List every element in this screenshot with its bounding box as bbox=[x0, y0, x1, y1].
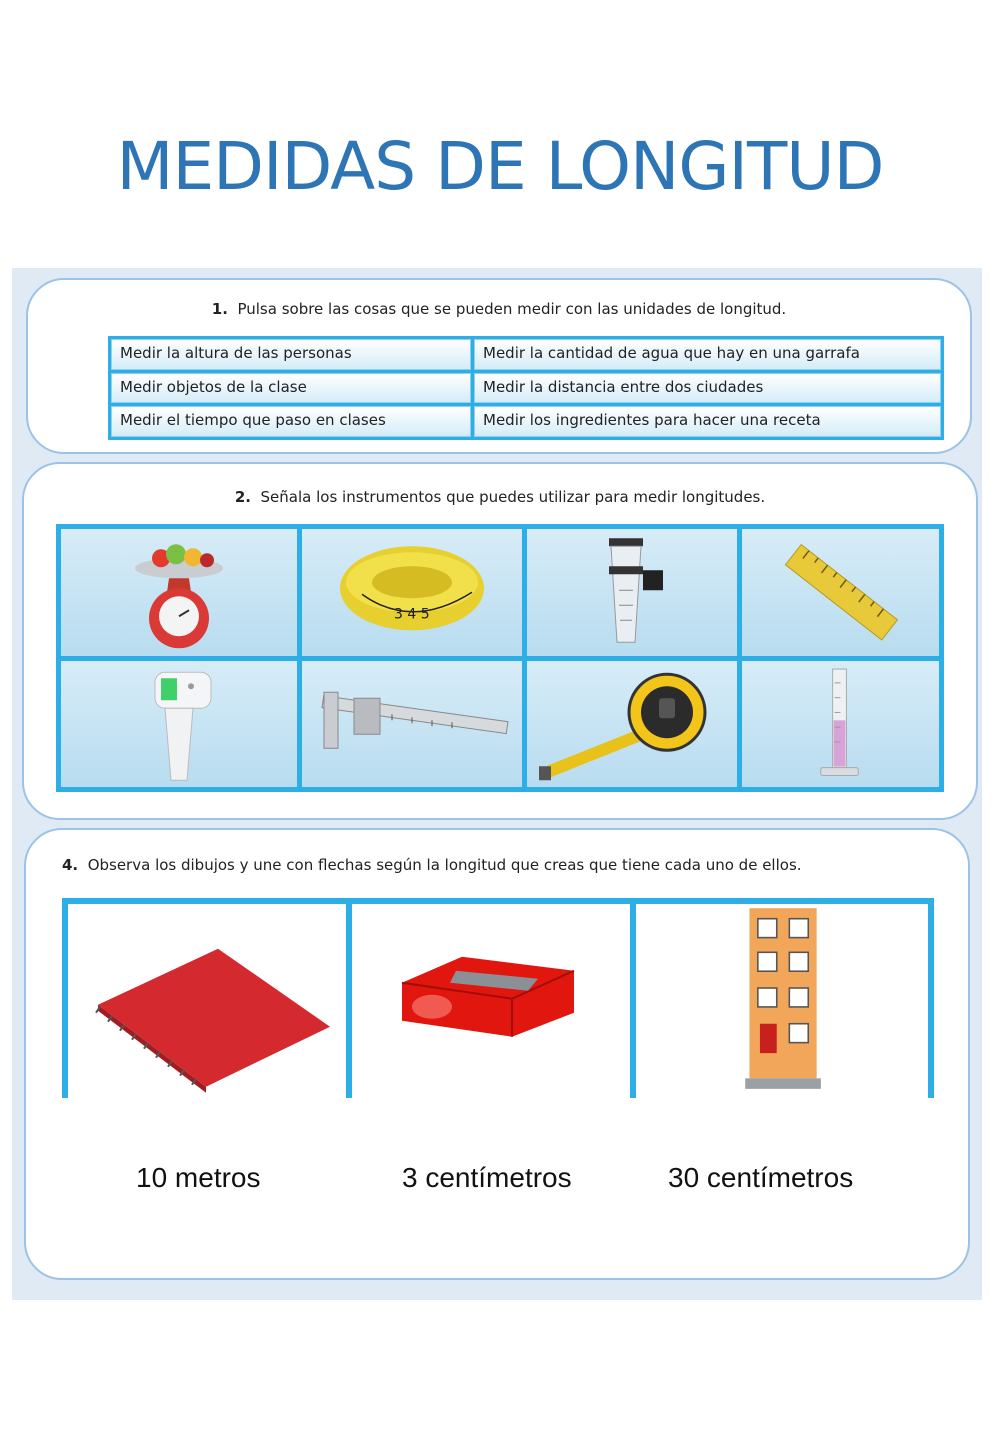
measuring-tape-icon bbox=[527, 661, 737, 788]
section-4-number: 4. bbox=[62, 856, 79, 874]
section-2-text: Señala los instrumentos que puedes utilizar para medir longitudes. bbox=[260, 488, 766, 506]
object-sharpener[interactable] bbox=[352, 904, 630, 1101]
building-icon bbox=[636, 904, 928, 1101]
option-class-objects[interactable]: Medir objetos de la clase bbox=[111, 373, 471, 404]
notebook-icon bbox=[68, 904, 346, 1101]
svg-text:3 4 5: 3 4 5 bbox=[394, 606, 430, 623]
instrument-measuring-tape[interactable] bbox=[527, 661, 737, 788]
ruler-icon bbox=[742, 529, 939, 656]
label-30-centimetros[interactable]: 30 centímetros bbox=[668, 1162, 854, 1193]
instrument-kitchen-scale[interactable] bbox=[61, 529, 297, 656]
section-2-instruction bbox=[24, 488, 976, 506]
graduated-cylinder-icon bbox=[742, 661, 939, 788]
worksheet bbox=[12, 268, 982, 1300]
rain-gauge-icon bbox=[527, 529, 737, 656]
section-2-number: 2. bbox=[234, 488, 251, 506]
option-recipe-ingredients[interactable]: Medir los ingredientes para hacer una receta bbox=[474, 406, 941, 437]
section-4-panel bbox=[24, 828, 970, 1280]
section-1-instruction bbox=[28, 300, 970, 318]
thermometer-gun-icon bbox=[61, 661, 297, 788]
instrument-graduated-cylinder[interactable] bbox=[742, 661, 939, 788]
instrument-thermometer-gun[interactable] bbox=[61, 661, 297, 788]
option-class-time[interactable]: Medir el tiempo que paso en clases bbox=[111, 406, 471, 437]
section-1-panel bbox=[26, 278, 972, 454]
tape-measure-roll-icon bbox=[302, 529, 522, 656]
object-notebook[interactable] bbox=[68, 904, 346, 1101]
instrument-tape-roll[interactable] bbox=[302, 529, 522, 656]
option-water-jug[interactable]: Medir la cantidad de agua que hay en una garrafa bbox=[474, 339, 941, 370]
options-grid bbox=[108, 336, 944, 440]
object-building[interactable] bbox=[636, 904, 928, 1101]
kitchen-scale-icon bbox=[61, 529, 297, 656]
section-4-instruction bbox=[62, 856, 802, 874]
label-3-centimetros[interactable]: 3 centímetros bbox=[402, 1162, 572, 1193]
instrument-ruler[interactable] bbox=[742, 529, 939, 656]
sharpener-icon bbox=[352, 904, 630, 1101]
caliper-icon bbox=[302, 661, 522, 788]
section-1-text: Pulsa sobre las cosas que se pueden medir con las unidades de longitud. bbox=[237, 300, 787, 318]
page-title: MEDIDAS DE LONGITUD bbox=[116, 128, 884, 205]
instrument-rain-gauge[interactable] bbox=[527, 529, 737, 656]
instruments-grid bbox=[56, 524, 944, 792]
option-city-distance[interactable]: Medir la distancia entre dos ciudades bbox=[474, 373, 941, 404]
section-1-number: 1. bbox=[211, 300, 228, 318]
objects-grid bbox=[62, 898, 934, 1098]
label-10-metros[interactable]: 10 metros bbox=[136, 1162, 261, 1193]
option-height-people[interactable]: Medir la altura de las personas bbox=[111, 339, 471, 370]
section-4-text: Observa los dibujos y une con flechas según la longitud que creas que tiene cada uno de ellos. bbox=[87, 856, 802, 874]
instrument-caliper[interactable] bbox=[302, 661, 522, 788]
section-2-panel bbox=[22, 462, 978, 820]
